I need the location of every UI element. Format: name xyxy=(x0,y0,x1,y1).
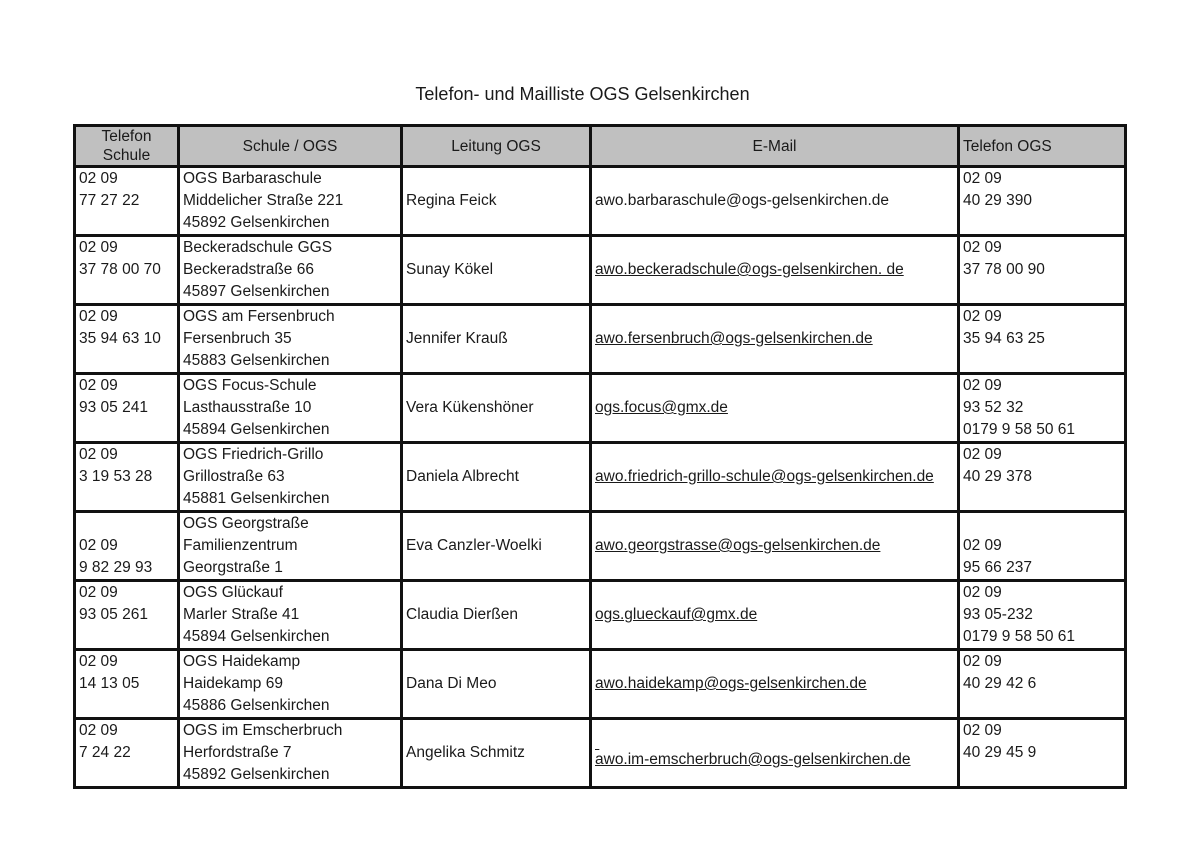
telefon-schule-line: 93 05 261 xyxy=(79,606,148,623)
cell-telefon-ogs xyxy=(959,719,1126,788)
cell-leitung: Angelika Schmitz xyxy=(402,719,591,788)
table-header-row xyxy=(75,126,1126,167)
telefon-ogs-line: 93 05-232 xyxy=(963,606,1033,623)
table-row xyxy=(75,305,1126,374)
schule-line: Grillostraße 63 xyxy=(183,468,285,485)
schule-line: Middelicher Straße 221 xyxy=(183,192,344,209)
email-link[interactable]: awo.fersenbruch@ogs-gelsenkirchen.de xyxy=(595,330,873,347)
cell-telefon-ogs xyxy=(959,167,1126,236)
schule-line: 45892 Gelsenkirchen xyxy=(183,766,330,783)
page-title: Telefon- und Mailliste OGS Gelsenkirchen xyxy=(415,84,750,104)
telefon-ogs-line: 35 94 63 25 xyxy=(963,330,1045,347)
email-link[interactable]: awo.georgstrasse@ogs-gelsenkirchen.de xyxy=(595,537,881,554)
schule-line: Georgstraße 1 xyxy=(183,559,283,576)
telefon-ogs-line: 40 29 45 9 xyxy=(963,744,1037,761)
cell-email xyxy=(591,374,959,443)
telefon-schule-line: 02 09 xyxy=(79,722,118,739)
telefon-schule-line: 02 09 xyxy=(79,170,118,187)
telefon-ogs-line: 02 09 xyxy=(963,170,1002,187)
cell-telefon-ogs xyxy=(959,581,1126,650)
schule-line: 45894 Gelsenkirchen xyxy=(183,421,330,438)
spacer xyxy=(963,488,1124,510)
telefon-schule-line: 02 09 xyxy=(79,377,118,394)
telefon-ogs-line: 02 09 xyxy=(963,537,1002,554)
schule-line: OGS Georgstraße xyxy=(183,515,309,532)
telefon-ogs-line: 40 29 42 6 xyxy=(963,675,1037,692)
schule-line: Beckeradschule GGS xyxy=(183,239,333,256)
cell-email xyxy=(591,650,959,719)
cell-email xyxy=(591,167,959,236)
schule-line: OGS Focus-Schule xyxy=(183,377,317,394)
telefon-schule-line: 35 94 63 10 xyxy=(79,330,161,347)
schule-line: 45897 Gelsenkirchen xyxy=(183,283,330,300)
telefon-schule-line: 37 78 00 70 xyxy=(79,261,161,278)
schule-line: 45881 Gelsenkirchen xyxy=(183,490,330,507)
telefon-schule-line: 9 82 29 93 xyxy=(79,559,153,576)
cell-telefon-schule xyxy=(75,650,179,719)
table-row xyxy=(75,581,1126,650)
telefon-schule-line: 93 05 241 xyxy=(79,399,148,416)
cell-telefon-schule xyxy=(75,581,179,650)
telefon-ogs-line: 02 09 xyxy=(963,584,1002,601)
email-link[interactable]: awo.friedrich-grillo-schule@ogs-gelsenkirchen.de xyxy=(595,468,934,485)
cell-telefon-schule xyxy=(75,719,179,788)
cell-schule xyxy=(179,167,402,236)
telefon-schule-line: 14 13 05 xyxy=(79,675,140,692)
header-schule: Schule / OGS xyxy=(179,126,402,167)
table-row xyxy=(75,167,1126,236)
table-row xyxy=(75,650,1126,719)
schule-line: Familienzentrum xyxy=(183,537,298,554)
cell-leitung: Claudia Dierßen xyxy=(402,581,591,650)
cell-leitung: Eva Canzler-Woelki xyxy=(402,512,591,581)
spacer xyxy=(963,350,1124,372)
telefon-ogs-line: 40 29 378 xyxy=(963,468,1032,485)
telefon-ogs-line: 02 09 xyxy=(963,377,1002,394)
schule-line: 45894 Gelsenkirchen xyxy=(183,628,330,645)
table-row xyxy=(75,374,1126,443)
table-row xyxy=(75,236,1126,305)
cell-leitung: Sunay Kökel xyxy=(402,236,591,305)
cell-schule xyxy=(179,305,402,374)
cell-telefon-schule xyxy=(75,443,179,512)
telefon-ogs-line: 02 09 xyxy=(963,308,1002,325)
telefon-ogs-line: 37 78 00 90 xyxy=(963,261,1045,278)
spacer xyxy=(79,350,177,372)
spacer xyxy=(963,513,1124,535)
spacer xyxy=(79,212,177,234)
cell-telefon-ogs xyxy=(959,236,1126,305)
schule-line: OGS Glückauf xyxy=(183,584,283,601)
cell-telefon-ogs xyxy=(959,374,1126,443)
cell-telefon-schule xyxy=(75,512,179,581)
header-telefon-schule: Telefon Schule xyxy=(75,126,179,167)
spacer xyxy=(79,764,177,786)
schule-line: 45892 Gelsenkirchen xyxy=(183,214,330,231)
cell-telefon-ogs xyxy=(959,512,1126,581)
cell-telefon-schule xyxy=(75,374,179,443)
spacer xyxy=(595,737,957,751)
cell-schule xyxy=(179,512,402,581)
telefon-schule-line: 3 19 53 28 xyxy=(79,468,153,485)
schule-line: 45886 Gelsenkirchen xyxy=(183,697,330,714)
cell-telefon-ogs xyxy=(959,650,1126,719)
email-link[interactable]: ogs.glueckauf@gmx.de xyxy=(595,606,758,623)
cell-email xyxy=(591,443,959,512)
telefon-schule-line: 02 09 xyxy=(79,584,118,601)
header-leitung: Leitung OGS xyxy=(402,126,591,167)
schule-line: Haidekamp 69 xyxy=(183,675,283,692)
email-link[interactable]: awo.im-emscherbruch@ogs-gelsenkirchen.de xyxy=(595,751,911,768)
spacer xyxy=(963,281,1124,303)
cell-schule xyxy=(179,650,402,719)
cell-schule xyxy=(179,443,402,512)
spacer xyxy=(79,419,177,441)
cell-leitung: Regina Feick xyxy=(402,167,591,236)
telefon-ogs-line: 02 09 xyxy=(963,446,1002,463)
cell-email xyxy=(591,512,959,581)
schule-line: Beckeradstraße 66 xyxy=(183,261,314,278)
schule-line: OGS Barbaraschule xyxy=(183,170,322,187)
telefon-schule-line: 02 09 xyxy=(79,446,118,463)
schule-line: OGS am Fersenbruch xyxy=(183,308,335,325)
schule-line: OGS Haidekamp xyxy=(183,653,301,670)
telefon-schule-line: 77 27 22 xyxy=(79,192,140,209)
header-telefon-ogs: Telefon OGS xyxy=(959,126,1126,167)
telefon-schule-line: 7 24 22 xyxy=(79,744,131,761)
spacer xyxy=(79,626,177,648)
cell-telefon-ogs xyxy=(959,305,1126,374)
cell-email xyxy=(591,581,959,650)
spacer xyxy=(963,764,1124,786)
cell-leitung: Dana Di Meo xyxy=(402,650,591,719)
spacer xyxy=(963,695,1124,717)
cell-email xyxy=(591,305,959,374)
telefon-ogs-line: 40 29 390 xyxy=(963,192,1032,209)
spacer xyxy=(79,513,177,535)
table-row xyxy=(75,512,1126,581)
cell-leitung: Daniela Albrecht xyxy=(402,443,591,512)
schule-line: 45883 Gelsenkirchen xyxy=(183,352,330,369)
cell-telefon-schule xyxy=(75,236,179,305)
spacer xyxy=(79,488,177,510)
schule-line: Marler Straße 41 xyxy=(183,606,300,623)
cell-schule xyxy=(179,236,402,305)
telefon-schule-line: 02 09 xyxy=(79,653,118,670)
cell-email xyxy=(591,719,959,788)
telefon-ogs-line: 0179 9 58 50 61 xyxy=(963,628,1076,645)
spacer xyxy=(963,212,1124,234)
table-row xyxy=(75,443,1126,512)
telefon-ogs-line: 93 52 32 xyxy=(963,399,1024,416)
table-row xyxy=(75,719,1126,788)
cell-leitung: Vera Kükenshöner xyxy=(402,374,591,443)
schule-line: OGS im Emscherbruch xyxy=(183,722,343,739)
schule-line: Lasthausstraße 10 xyxy=(183,399,312,416)
cell-telefon-schule xyxy=(75,167,179,236)
contact-table xyxy=(73,124,1127,789)
telefon-schule-line: 02 09 xyxy=(79,308,118,325)
cell-schule xyxy=(179,581,402,650)
schule-line: OGS Friedrich-Grillo xyxy=(183,446,324,463)
telefon-ogs-line: 02 09 xyxy=(963,239,1002,256)
cell-schule xyxy=(179,374,402,443)
email-link[interactable]: ogs.focus@gmx.de xyxy=(595,399,728,416)
telefon-ogs-line: 02 09 xyxy=(963,722,1002,739)
spacer xyxy=(79,695,177,717)
cell-schule xyxy=(179,719,402,788)
email-link[interactable]: awo.beckeradschule@ogs-gelsenkirchen. de xyxy=(595,261,904,278)
telefon-ogs-line: 95 66 237 xyxy=(963,559,1032,576)
schule-line: Herfordstraße 7 xyxy=(183,744,292,761)
telefon-schule-line: 02 09 xyxy=(79,239,118,256)
cell-telefon-schule xyxy=(75,305,179,374)
email-link[interactable]: awo.haidekamp@ogs-gelsenkirchen.de xyxy=(595,675,867,692)
cell-telefon-ogs xyxy=(959,443,1126,512)
spacer xyxy=(79,281,177,303)
header-email: E-Mail xyxy=(591,126,959,167)
telefon-ogs-line: 02 09 xyxy=(963,653,1002,670)
cell-leitung: Jennifer Krauß xyxy=(402,305,591,374)
email-link[interactable]: awo.barbaraschule@ogs-gelsenkirchen.de xyxy=(595,192,890,209)
cell-email xyxy=(591,236,959,305)
schule-line: Fersenbruch 35 xyxy=(183,330,292,347)
telefon-schule-line: 02 09 xyxy=(79,537,118,554)
telefon-ogs-line: 0179 9 58 50 61 xyxy=(963,421,1076,438)
